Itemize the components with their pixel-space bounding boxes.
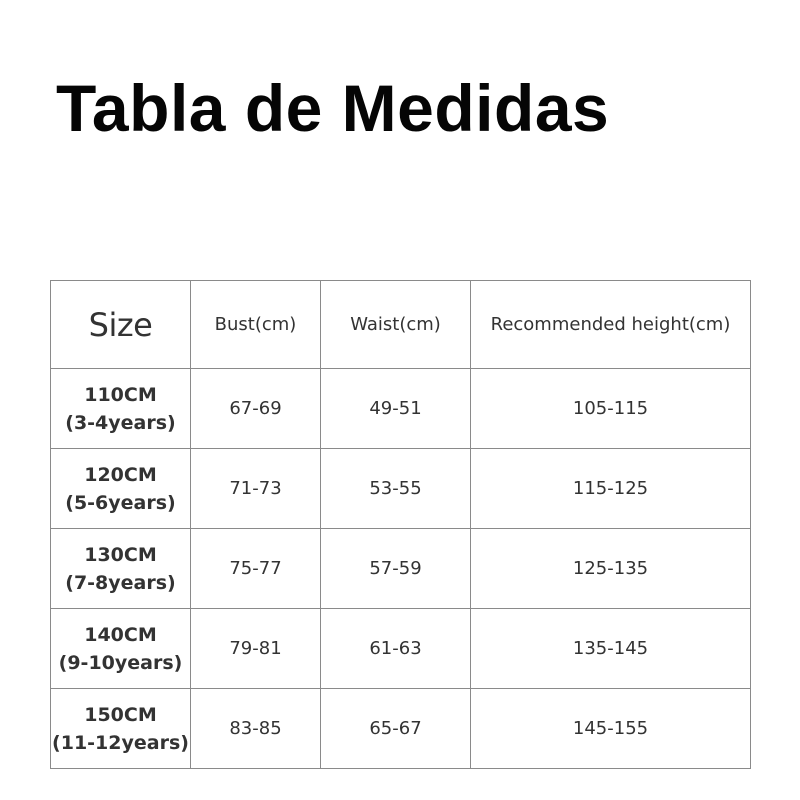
size-label: 110CM bbox=[84, 383, 157, 406]
waist-value: 61-63 bbox=[321, 609, 471, 689]
header-waist: Waist(cm) bbox=[321, 281, 471, 369]
age-label: (3-4years) bbox=[65, 411, 176, 434]
height-value: 145-155 bbox=[471, 689, 751, 769]
bust-value: 79-81 bbox=[191, 609, 321, 689]
table-header-row bbox=[51, 281, 751, 369]
bust-value: 75-77 bbox=[191, 529, 321, 609]
height-value: 125-135 bbox=[471, 529, 751, 609]
header-size: Size bbox=[51, 281, 191, 369]
height-value: 115-125 bbox=[471, 449, 751, 529]
bust-value: 71-73 bbox=[191, 449, 321, 529]
table-row bbox=[51, 369, 751, 449]
size-cell bbox=[51, 609, 191, 689]
size-cell bbox=[51, 529, 191, 609]
size-label: 130CM bbox=[84, 543, 157, 566]
waist-value: 49-51 bbox=[321, 369, 471, 449]
size-cell bbox=[51, 369, 191, 449]
table-row bbox=[51, 609, 751, 689]
bust-value: 67-69 bbox=[191, 369, 321, 449]
table-row bbox=[51, 689, 751, 769]
size-label: 120CM bbox=[84, 463, 157, 486]
size-label: 140CM bbox=[84, 623, 157, 646]
bust-value: 83-85 bbox=[191, 689, 321, 769]
age-label: (5-6years) bbox=[65, 491, 176, 514]
waist-value: 65-67 bbox=[321, 689, 471, 769]
size-cell bbox=[51, 689, 191, 769]
age-label: (11-12years) bbox=[52, 731, 189, 754]
size-chart-table bbox=[50, 280, 751, 769]
age-label: (9-10years) bbox=[58, 651, 183, 674]
size-cell bbox=[51, 449, 191, 529]
waist-value: 57-59 bbox=[321, 529, 471, 609]
table-row bbox=[51, 529, 751, 609]
size-label: 150CM bbox=[84, 703, 157, 726]
header-bust: Bust(cm) bbox=[191, 281, 321, 369]
height-value: 135-145 bbox=[471, 609, 751, 689]
age-label: (7-8years) bbox=[65, 571, 176, 594]
waist-value: 53-55 bbox=[321, 449, 471, 529]
header-height: Recommended height(cm) bbox=[471, 281, 751, 369]
height-value: 105-115 bbox=[471, 369, 751, 449]
table-row bbox=[51, 449, 751, 529]
page-title: Tabla de Medidas bbox=[56, 71, 610, 145]
